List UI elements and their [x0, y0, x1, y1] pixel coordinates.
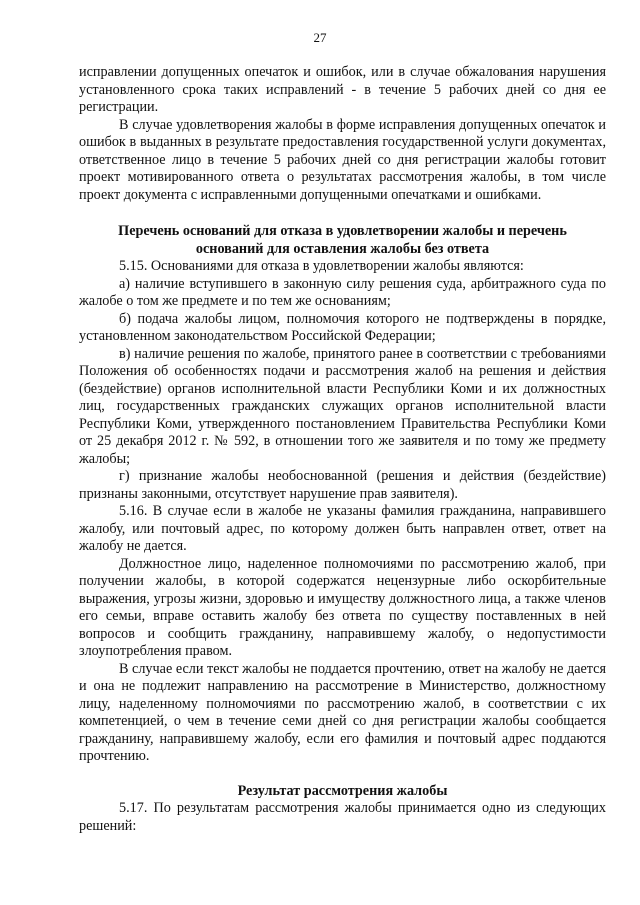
page-number: 27	[313, 30, 327, 45]
clause-5-15: 5.15. Основаниями для отказа в удовлетворении жалобы являются:	[119, 258, 524, 274]
paragraph-unreadable-text: В случае если текст жалобы не поддается прочтению, ответ на жалобу не дается и она не подлежит направлению на рассмотрение в Министерство, должностному лицу, наделенному полномочиями по рассмотрению жалоб, в соответствии с их компетенцией, о чем в течение семи дней со дня регистрации жалобы сообщается гражданину, направившему жалобу, если его фамилия и почтовый адрес поддаются прочтению.	[79, 660, 606, 764]
heading-line-2: оснований для оставления жалобы без ответа	[195, 240, 490, 257]
section-heading-refusal-grounds	[79, 223, 606, 258]
list-item-b: б) подача жалобы лицом, полномочия которого не подтверждены в порядке, установленном законодательством Российской Федерации;	[79, 310, 606, 344]
heading-line-1: Перечень оснований для отказа в удовлетворении жалобы и перечень	[118, 223, 567, 239]
paragraph-official-rights: Должностное лицо, наделенное полномочиями по рассмотрению жалоб, при получении жалобы, в которой содержатся нецензурные либо оскорбительные выражения, угрозы жизни, здоровью и имуществу должностного лица, а также членов его семьи, вправе оставить жалобу без ответа по существу поставленных в ней вопросов и сообщить гражданину, направившему жалобу, о недопустимости злоупотребления правом.	[79, 555, 606, 659]
list-item-g: г) признание жалобы необоснованной (решения и действия (бездействие) признаны законными, отсутствует нарушение прав заявителя).	[79, 468, 606, 502]
list-item-a: а) наличие вступившего в законную силу решения суда, арбитражного суда по жалобе о том же предмете и по тем же основаниям;	[79, 275, 606, 309]
paragraph-correction-deadline: исправлении допущенных опечаток и ошибок, или в случае обжалования нарушения установленного срока таких исправлений - в течение 5 рабочих дней со дня ее регистрации.	[79, 64, 606, 115]
section-heading-result: Результат рассмотрения жалобы	[237, 782, 448, 799]
clause-5-17: 5.17. По результатам рассмотрения жалобы принимается одно из следующих решений:	[79, 800, 606, 834]
document-body	[79, 64, 606, 835]
clause-5-16: 5.16. В случае если в жалобе не указаны фамилия гражданина, направившего жалобу, или почтовый адрес, по которому должен быть направлен ответ, ответ на жалобу не дается.	[79, 503, 606, 554]
list-item-v: в) наличие решения по жалобе, принятого ранее в соответствии с требованиями Положения об особенностях подачи и рассмотрения жалоб на решения и действия (бездействие) органов исполнительной власти Республики Коми и их должностных лиц, государственных гражданских служащих органов исполнительной власти Республики Коми, утвержденного постановлением Правительства Республики Коми от 25 декабря 2012 г. № 592, в отношении того же заявителя и по тому же предмету жалобы;	[79, 345, 606, 467]
paragraph-correction-response: В случае удовлетворения жалобы в форме исправления допущенных опечаток и ошибок в выданных в результате предоставления государственной услуги документах, ответственное лицо в течение 5 рабочих дней со дня регистрации жалобы готовит проект мотивированного ответа о результатах рассмотрения жалобы, в том числе проект документа с исправленными допущенными опечатками и ошибками.	[79, 116, 606, 203]
